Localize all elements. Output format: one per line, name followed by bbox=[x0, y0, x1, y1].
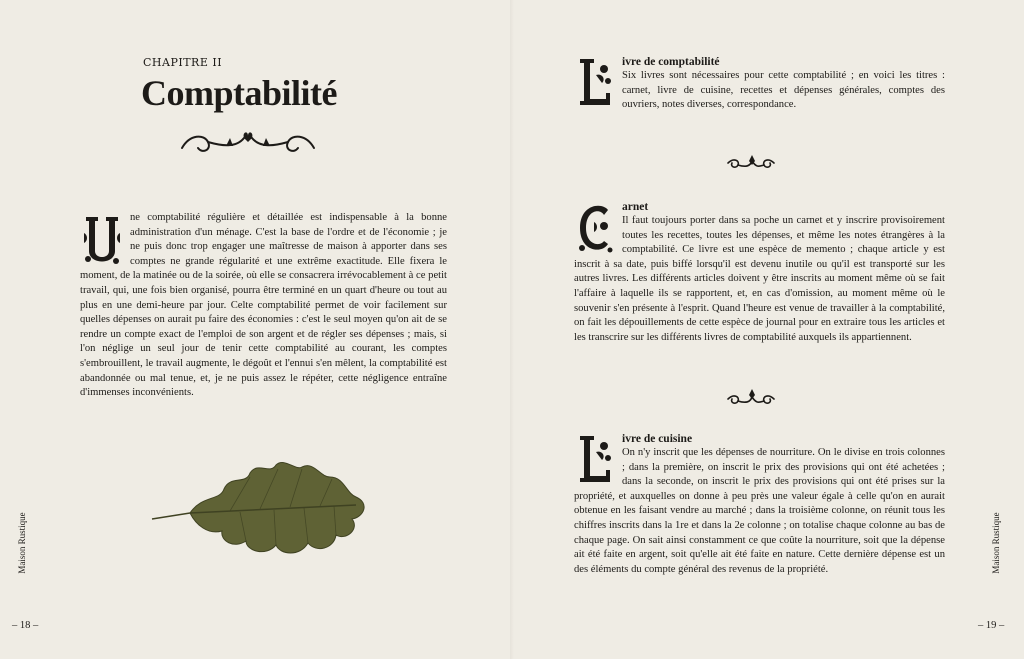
section-livre-de-comptabilite bbox=[574, 55, 945, 113]
section-divider-ornament bbox=[726, 387, 776, 407]
chapter-title: Comptabilité bbox=[141, 73, 337, 113]
dropcap-ornament-u bbox=[80, 211, 124, 269]
section-title: ivre de cuisine bbox=[622, 433, 693, 445]
section-carnet bbox=[574, 200, 945, 345]
intro-text: ne comptabilité régulière et détaillée est indispensable à la bonne administration d'un ménage. C'est la base de l'ordre et de l'économie ; je ne puis donc trop engager une maîtresse de maison à apporter dans ses comptes ne grande régularité et une extrême exactitude. Elle fixera le moment, de la matinée ou de la soirée, où elle se consacrera irrévocablement à ce petit travail, qui, une fois bien organisé, pourra être terminé en un quart d'heure ou tout au plus en une demi-heure par jour. Celte comptabilité permet de voir facilement sur quelles dépenses on aurait pu faire des économies : c'est le seul moyen qu'on ait de se rendre un compte exact de l'emploi de son argent et de régler ses dépenses ; mais, si l'on néglige un seul jour de tenir cette comptabilité au courant, les comptes s'embrouillent, le travail augmente, le dégoût et l'ennui s'en mêlent, la comptabilité est abandonnée ou mal tenue, et, je ne puis assez le répéter, cette négligence entraîne d'immenses inconvénients. bbox=[80, 212, 447, 399]
page-number: – 19 – bbox=[978, 620, 1005, 631]
intro-paragraph bbox=[80, 211, 447, 401]
section-title: arnet bbox=[622, 201, 649, 213]
dropcap-ornament-l bbox=[574, 55, 616, 111]
chapter-flourish-ornament bbox=[178, 128, 318, 156]
section-text: On n'y inscrit que les dépenses de nourriture. On le divise en trois colonnes ; dans la première, on inscrit le prix des provisions qui ont été achetées ; dans la seconde, on inscrit le prix des provisions qui ont été prises sur la propriété, et auxquelles on donne à peu près une valeur égale à celle qu'on en aurait obtenue en les faisant vendre au marché ; dans la troisième colonne, on réunit tous les chiffres inscrits dans la 1re et dans la 2e colonne ; on totalise chaque colonne au bas de chaque page. On sait ainsi constamment ce que coûte la nourriture, soit que la dépense ait été faite en argent, soit qu'elle ait été faite en nature. Cette dernière dépense est un des éléments du compte général des revenus de la propriété. bbox=[574, 447, 945, 575]
section-text: Six livres sont nécessaires pour cette comptabilité ; en voici les titres : carnet, livre de cuisine, recettes et dépenses générales, comptes des ouvriers, notes diverses, correspondance. bbox=[622, 70, 945, 111]
chapter-label: CHAPITRE II bbox=[143, 56, 223, 69]
section-divider-ornament bbox=[726, 153, 776, 171]
side-running-title: Maison Rustique bbox=[17, 512, 27, 574]
dropcap-letter: U bbox=[97, 241, 107, 252]
section-title: ivre de comptabilité bbox=[622, 56, 720, 68]
section-text: Il faut toujours porter dans sa poche un carnet et y inscrire provisoirement toutes les recettes, toutes les dépenses, et même les notes étrangères à la comptabilité. Ce livre est une espèce de memento ; chaque article y est inscrit à sa date, puis biffé lorsqu'il est devenu inutile ou qu'il est transporté sur les autres livres. Les différents articles doivent y être inscrits au moment même où se fait l'affaire à laquelle ils se rapportent, et, en cas d'omission, au moment même où le souvenir s'en présente à l'esprit. Quand l'heure est venue de travailler à la comptabilité, on fait les dépouillements de cette espèce de journal pour en extraire tous les articles et les transcrire sur les différents livres de comptabilité auxquels ils appartiennent. bbox=[574, 215, 945, 343]
oak-leaf-illustration bbox=[150, 455, 375, 565]
section-livre-de-cuisine bbox=[574, 432, 945, 577]
dropcap-ornament-c bbox=[574, 200, 616, 256]
side-running-title: Maison Rustique bbox=[991, 512, 1001, 574]
dropcap-ornament-l bbox=[574, 432, 616, 488]
right-page bbox=[512, 0, 1024, 659]
page-number: – 18 – bbox=[12, 620, 39, 631]
